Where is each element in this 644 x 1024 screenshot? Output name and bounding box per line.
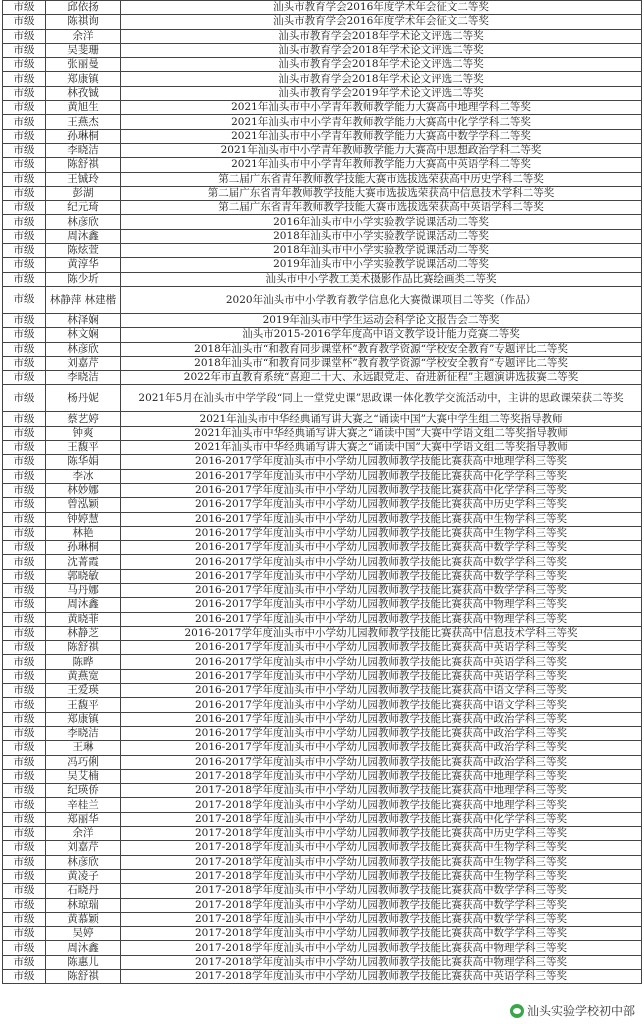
row-name-cell: 周沐鑫	[46, 229, 121, 243]
row-award-cell: 汕头市教育学会2018年学术论文评选二等奖	[121, 72, 642, 86]
row-level-cell: 市级	[3, 927, 46, 941]
table-row	[3, 215, 642, 229]
table-row	[3, 526, 642, 540]
row-level-cell: 市级	[3, 258, 46, 272]
row-level-cell: 市级	[3, 598, 46, 612]
row-level-cell: 市级	[3, 483, 46, 497]
row-level-cell: 市级	[3, 626, 46, 640]
awards-table	[2, 0, 642, 984]
row-name-cell: 林孜铖	[46, 86, 121, 100]
table-row	[3, 869, 642, 883]
row-award-cell: 第二届广东省青年教师教学技能大赛市选拔选荣获高中历史学科二等奖	[121, 172, 642, 186]
row-award-cell: 汕头市教育学会2018年学术论文评选二等奖	[121, 58, 642, 72]
row-name-cell: 陈华娟	[46, 455, 121, 469]
row-level-cell: 市级	[3, 158, 46, 172]
row-award-cell: 2021年汕头市中华经典诵写讲大赛之“诵读中国”大赛中学语文组二等奖指导教师	[121, 441, 642, 455]
table-row	[3, 641, 642, 655]
table-row	[3, 555, 642, 569]
table-row	[3, 469, 642, 483]
row-name-cell: 孙琳桐	[46, 129, 121, 143]
row-award-cell: 汕头市2015-2016学年度高中语文教学设计能力竞赛二等奖	[121, 328, 642, 342]
row-name-cell: 林静萍 林建楷	[46, 286, 121, 313]
row-award-cell: 2016-2017学年度汕头市中小学幼儿园教师教学技能比赛获高中政治学科三等奖	[121, 755, 642, 769]
row-level-cell: 市级	[3, 784, 46, 798]
row-award-cell: 2016-2017学年度汕头市中小学幼儿园教师教学技能比赛获高中地理学科三等奖	[121, 455, 642, 469]
row-name-cell: 纪瑛侨	[46, 784, 121, 798]
row-name-cell: 邱依扬	[46, 1, 121, 15]
row-award-cell: 2016-2017学年度汕头市中小学幼儿园教师教学技能比赛获高中生物学科三等奖	[121, 512, 642, 526]
table-row	[3, 970, 642, 984]
row-name-cell: 王铖玲	[46, 172, 121, 186]
row-name-cell: 黄燕宽	[46, 669, 121, 683]
row-award-cell: 2021年汕头市中小学青年教师教学能力大赛高中英语学科二等奖	[121, 158, 642, 172]
row-award-cell: 2016-2017学年度汕头市中小学幼儿园教师教学技能比赛获高中化学学科三等奖	[121, 483, 642, 497]
row-level-cell: 市级	[3, 1, 46, 15]
row-level-cell: 市级	[3, 356, 46, 370]
row-level-cell: 市级	[3, 569, 46, 583]
table-row	[3, 158, 642, 172]
row-name-cell: 钟爽	[46, 426, 121, 440]
table-row	[3, 841, 642, 855]
table-row	[3, 371, 642, 385]
table-row	[3, 927, 642, 941]
row-level-cell: 市级	[3, 827, 46, 841]
row-name-cell: 陈惠儿	[46, 955, 121, 969]
row-level-cell: 市级	[3, 229, 46, 243]
row-level-cell: 市级	[3, 741, 46, 755]
row-award-cell: 2021年汕头市中小学青年教师教学能力大赛高中地理学科二等奖	[121, 101, 642, 115]
row-level-cell: 市级	[3, 412, 46, 426]
table-row	[3, 1, 642, 15]
row-level-cell: 市级	[3, 912, 46, 926]
row-award-cell: 2017-2018学年度汕头市中小学幼儿园教师教学技能比赛获高中地理学科三等奖	[121, 769, 642, 783]
watermark-text: 汕头实验学校初中部	[526, 1004, 635, 1018]
row-level-cell: 市级	[3, 755, 46, 769]
row-award-cell: 2017-2018学年度汕头市中小学幼儿园教师教学技能比赛获高中英语学科三等奖	[121, 970, 642, 984]
row-award-cell: 2017-2018学年度汕头市中小学幼儿园教师教学技能比赛获高中生物学科三等奖	[121, 841, 642, 855]
table-row	[3, 101, 642, 115]
table-row	[3, 655, 642, 669]
table-row	[3, 43, 642, 57]
row-level-cell: 市级	[3, 769, 46, 783]
row-level-cell: 市级	[3, 86, 46, 100]
row-award-cell: 2017-2018学年度汕头市中小学幼儿园教师教学技能比赛获高中物理学科三等奖	[121, 941, 642, 955]
row-award-cell: 2016年汕头市中小学实验教学说课活动二等奖	[121, 215, 642, 229]
row-level-cell: 市级	[3, 726, 46, 740]
row-award-cell: 2016-2017学年度汕头市中小学幼儿园教师教学技能比赛获高中生物学科三等奖	[121, 526, 642, 540]
row-name-cell: 吴婷	[46, 927, 121, 941]
table-row	[3, 955, 642, 969]
row-level-cell: 市级	[3, 583, 46, 597]
table-row	[3, 541, 642, 555]
row-level-cell: 市级	[3, 426, 46, 440]
row-name-cell: 冯巧俐	[46, 755, 121, 769]
table-row	[3, 769, 642, 783]
row-award-cell: 2017-2018学年度汕头市中小学幼儿园教师教学技能比赛获高中化学学科三等奖	[121, 812, 642, 826]
table-row	[3, 812, 642, 826]
row-level-cell: 市级	[3, 101, 46, 115]
row-level-cell: 市级	[3, 143, 46, 157]
row-name-cell: 钟婷慧	[46, 512, 121, 526]
row-award-cell: 汕头市教育学会2018年学术论文评选二等奖	[121, 29, 642, 43]
row-name-cell: 陈少圻	[46, 272, 121, 286]
row-name-cell: 林彦欣	[46, 342, 121, 356]
table-row	[3, 129, 642, 143]
row-level-cell: 市级	[3, 941, 46, 955]
row-level-cell: 市级	[3, 186, 46, 200]
row-level-cell: 市级	[3, 812, 46, 826]
row-level-cell: 市级	[3, 43, 46, 57]
row-name-cell: 刘嘉芹	[46, 356, 121, 370]
row-name-cell: 王馥平	[46, 441, 121, 455]
row-name-cell: 吴斐珊	[46, 43, 121, 57]
row-level-cell: 市级	[3, 498, 46, 512]
table-row	[3, 441, 642, 455]
row-award-cell: 2020年汕头市中小学教育教学信息化大赛微课项目二等奖（作品）	[121, 286, 642, 313]
row-level-cell: 市级	[3, 669, 46, 683]
row-award-cell: 2017-2018学年度汕头市中小学幼儿园教师教学技能比赛获高中历史学科三等奖	[121, 827, 642, 841]
row-award-cell: 2016-2017学年度汕头市中小学幼儿园教师教学技能比赛获高中数学学科三等奖	[121, 541, 642, 555]
row-award-cell: 2021年汕头市中小学青年教师教学能力大赛高中化学学科二等奖	[121, 115, 642, 129]
row-name-cell: 陈晔	[46, 655, 121, 669]
row-level-cell: 市级	[3, 29, 46, 43]
table-row	[3, 412, 642, 426]
row-name-cell: 吴艾楠	[46, 769, 121, 783]
table-row	[3, 912, 642, 926]
row-award-cell: 2017-2018学年度汕头市中小学幼儿园教师教学技能比赛获高中数学学科三等奖	[121, 898, 642, 912]
watermark	[507, 1001, 638, 1020]
table-row	[3, 612, 642, 626]
row-name-cell: 李晓洁	[46, 726, 121, 740]
table-row	[3, 385, 642, 412]
row-award-cell: 2016-2017学年度汕头市中小学幼儿园教师教学技能比赛获高中英语学科三等奖	[121, 669, 642, 683]
row-name-cell: 王馥平	[46, 698, 121, 712]
row-award-cell: 2016-2017学年度汕头市中小学幼儿园教师教学技能比赛获高中语文学科三等奖	[121, 684, 642, 698]
table-row	[3, 455, 642, 469]
row-award-cell: 2017-2018学年度汕头市中小学幼儿园教师教学技能比赛获高中数学学科三等奖	[121, 912, 642, 926]
row-name-cell: 郑丽华	[46, 812, 121, 826]
row-level-cell: 市级	[3, 898, 46, 912]
row-award-cell: 汕头市教育学会2016年度学术年会征文二等奖	[121, 1, 642, 15]
row-name-cell: 李晓洁	[46, 143, 121, 157]
row-level-cell: 市级	[3, 712, 46, 726]
row-award-cell: 2021年汕头市中小学青年教师教学能力大赛高中思想政治学科二等奖	[121, 143, 642, 157]
table-row	[3, 286, 642, 313]
row-level-cell: 市级	[3, 172, 46, 186]
table-row	[3, 598, 642, 612]
row-name-cell: 彭湖	[46, 186, 121, 200]
row-level-cell: 市级	[3, 115, 46, 129]
row-level-cell: 市级	[3, 313, 46, 327]
row-name-cell: 林泽娴	[46, 313, 121, 327]
row-award-cell: 2018年汕头市“和教育同步课堂杯”教育教学资源“学校安全教育”专题评比二等奖	[121, 356, 642, 370]
row-name-cell: 陈舒祺	[46, 970, 121, 984]
row-name-cell: 黄慕颖	[46, 912, 121, 926]
row-level-cell: 市级	[3, 641, 46, 655]
row-level-cell: 市级	[3, 869, 46, 883]
row-award-cell: 2019年汕头市中学生运动会科学论文报告会二等奖	[121, 313, 642, 327]
row-level-cell: 市级	[3, 286, 46, 313]
table-row	[3, 941, 642, 955]
row-level-cell: 市级	[3, 129, 46, 143]
table-row	[3, 827, 642, 841]
table-row	[3, 483, 642, 497]
row-award-cell: 2021年汕头市中华经典诵写讲大赛之“诵读中国”大赛中学语文组二等奖指导教师	[121, 426, 642, 440]
row-award-cell: 汕头市教育学会2018年学术论文评选二等奖	[121, 43, 642, 57]
row-name-cell: 黄晓菲	[46, 612, 121, 626]
row-award-cell: 2022年市直教育系统“喜迎二十大、永远跟党走、奋进新征程”主题演讲选拔赛二等奖	[121, 371, 642, 385]
row-award-cell: 2016-2017学年度汕头市中小学幼儿园教师教学技能比赛获高中数学学科三等奖	[121, 569, 642, 583]
row-name-cell: 林艳	[46, 526, 121, 540]
row-level-cell: 市级	[3, 798, 46, 812]
row-name-cell: 黄淳华	[46, 258, 121, 272]
row-level-cell: 市级	[3, 469, 46, 483]
row-name-cell: 辛桂兰	[46, 798, 121, 812]
table-row	[3, 626, 642, 640]
row-level-cell: 市级	[3, 526, 46, 540]
row-name-cell: 林静芝	[46, 626, 121, 640]
row-level-cell: 市级	[3, 272, 46, 286]
row-level-cell: 市级	[3, 884, 46, 898]
wechat-icon	[510, 1004, 524, 1018]
row-level-cell: 市级	[3, 58, 46, 72]
table-row	[3, 755, 642, 769]
table-row	[3, 313, 642, 327]
row-award-cell: 汕头市教育学会2016年度学术年会征文二等奖	[121, 15, 642, 29]
row-award-cell: 2016-2017学年度汕头市中小学幼儿园教师教学技能比赛获高中语文学科三等奖	[121, 698, 642, 712]
row-level-cell: 市级	[3, 371, 46, 385]
row-level-cell: 市级	[3, 612, 46, 626]
row-award-cell: 2021年汕头市中小学青年教师教学能力大赛高中数学学科二等奖	[121, 129, 642, 143]
row-level-cell: 市级	[3, 541, 46, 555]
row-level-cell: 市级	[3, 970, 46, 984]
table-row	[3, 244, 642, 258]
row-name-cell: 余洋	[46, 827, 121, 841]
row-level-cell: 市级	[3, 455, 46, 469]
row-award-cell: 2016-2017学年度汕头市中小学幼儿园教师教学技能比赛获高中英语学科三等奖	[121, 641, 642, 655]
row-name-cell: 陈祺询	[46, 15, 121, 29]
row-award-cell: 2016-2017学年度汕头市中小学幼儿园教师教学技能比赛获高中物理学科三等奖	[121, 598, 642, 612]
row-name-cell: 余洋	[46, 29, 121, 43]
row-name-cell: 周沐鑫	[46, 598, 121, 612]
row-name-cell: 陈炫萱	[46, 244, 121, 258]
row-award-cell: 2021年5月在汕头市中学学段“同上一堂党史课”思政课一体化教学交流活动中，主讲的思政课荣获二等奖	[121, 385, 642, 412]
row-name-cell: 张丽曼	[46, 58, 121, 72]
table-row	[3, 229, 642, 243]
table-row	[3, 512, 642, 526]
row-level-cell: 市级	[3, 244, 46, 258]
row-award-cell: 2017-2018学年度汕头市中小学幼儿园教师教学技能比赛获高中数学学科三等奖	[121, 927, 642, 941]
table-row	[3, 342, 642, 356]
row-name-cell: 黄旭生	[46, 101, 121, 115]
row-name-cell: 郑康镇	[46, 72, 121, 86]
row-level-cell: 市级	[3, 15, 46, 29]
row-name-cell: 黄凌子	[46, 869, 121, 883]
table-row	[3, 258, 642, 272]
row-name-cell: 郑康镇	[46, 712, 121, 726]
table-row	[3, 884, 642, 898]
row-name-cell: 李冰	[46, 469, 121, 483]
table-row	[3, 669, 642, 683]
table-row	[3, 684, 642, 698]
row-award-cell: 2017-2018学年度汕头市中小学幼儿园教师教学技能比赛获高中地理学科三等奖	[121, 784, 642, 798]
row-level-cell: 市级	[3, 684, 46, 698]
table-row	[3, 855, 642, 869]
row-name-cell: 杨丹妮	[46, 385, 121, 412]
table-row	[3, 898, 642, 912]
row-name-cell: 林文娴	[46, 328, 121, 342]
table-row	[3, 498, 642, 512]
row-award-cell: 第二届广东省青年教师教学技能大赛市选拔选荣获高中英语学科二等奖	[121, 201, 642, 215]
table-row	[3, 58, 642, 72]
row-name-cell: 曾泓颖	[46, 498, 121, 512]
row-name-cell: 蔡艺婷	[46, 412, 121, 426]
row-name-cell: 陈舒祺	[46, 641, 121, 655]
row-level-cell: 市级	[3, 385, 46, 412]
row-award-cell: 2016-2017学年度汕头市中小学幼儿园教师教学技能比赛获高中信息技术学科三等奖	[121, 626, 642, 640]
table-row	[3, 741, 642, 755]
row-award-cell: 2016-2017学年度汕头市中小学幼儿园教师教学技能比赛获高中历史学科三等奖	[121, 498, 642, 512]
row-name-cell: 沈菁霞	[46, 555, 121, 569]
row-award-cell: 2018年汕头市中小学实验教学说课活动二等奖	[121, 244, 642, 258]
row-name-cell: 郭晓敏	[46, 569, 121, 583]
row-name-cell: 林琼瑞	[46, 898, 121, 912]
row-award-cell: 2021年汕头市中华经典诵写讲大赛之“诵读中国”大赛中学生组二等奖指导教师	[121, 412, 642, 426]
row-level-cell: 市级	[3, 512, 46, 526]
table-row	[3, 698, 642, 712]
table-row	[3, 328, 642, 342]
row-award-cell: 2016-2017学年度汕头市中小学幼儿园教师教学技能比赛获高中物理学科三等奖	[121, 612, 642, 626]
row-level-cell: 市级	[3, 955, 46, 969]
table-row	[3, 143, 642, 157]
row-name-cell: 林彦欣	[46, 855, 121, 869]
row-name-cell: 孙琳桐	[46, 541, 121, 555]
row-award-cell: 2016-2017学年度汕头市中小学幼儿园教师教学技能比赛获高中政治学科三等奖	[121, 741, 642, 755]
row-award-cell: 2016-2017学年度汕头市中小学幼儿园教师教学技能比赛获高中化学学科三等奖	[121, 469, 642, 483]
row-level-cell: 市级	[3, 698, 46, 712]
row-award-cell: 2017-2018学年度汕头市中小学幼儿园教师教学技能比赛获高中数学学科三等奖	[121, 884, 642, 898]
row-name-cell: 林彦欣	[46, 215, 121, 229]
table-row	[3, 356, 642, 370]
row-name-cell: 王燕杰	[46, 115, 121, 129]
table-row	[3, 712, 642, 726]
row-name-cell: 纪元琦	[46, 201, 121, 215]
row-award-cell: 2016-2017学年度汕头市中小学幼儿园教师教学技能比赛获高中数学学科三等奖	[121, 555, 642, 569]
table-row	[3, 72, 642, 86]
row-award-cell: 2017-2018学年度汕头市中小学幼儿园教师教学技能比赛获高中生物学科三等奖	[121, 855, 642, 869]
row-name-cell: 马丹娜	[46, 583, 121, 597]
row-award-cell: 2017-2018学年度汕头市中小学幼儿园教师教学技能比赛获高中物理学科三等奖	[121, 955, 642, 969]
row-award-cell: 2016-2017学年度汕头市中小学幼儿园教师教学技能比赛获高中数学学科三等奖	[121, 583, 642, 597]
row-name-cell: 王琳	[46, 741, 121, 755]
row-award-cell: 2016-2017学年度汕头市中小学幼儿园教师教学技能比赛获高中政治学科三等奖	[121, 726, 642, 740]
table-row	[3, 15, 642, 29]
table-row	[3, 272, 642, 286]
row-award-cell: 2016-2017学年度汕头市中小学幼儿园教师教学技能比赛获高中政治学科三等奖	[121, 712, 642, 726]
row-level-cell: 市级	[3, 841, 46, 855]
table-row	[3, 186, 642, 200]
row-level-cell: 市级	[3, 342, 46, 356]
row-name-cell: 林妙娜	[46, 483, 121, 497]
row-level-cell: 市级	[3, 215, 46, 229]
row-name-cell: 陈舒祺	[46, 158, 121, 172]
row-name-cell: 石晓丹	[46, 884, 121, 898]
row-award-cell: 2019年汕头市中小学实验教学说课活动二等奖	[121, 258, 642, 272]
table-row	[3, 115, 642, 129]
table-row	[3, 784, 642, 798]
awards-table-body	[3, 1, 642, 984]
row-award-cell: 2018年汕头市“和教育同步课堂杯”教育教学资源“学校安全教育”专题评比二等奖	[121, 342, 642, 356]
row-level-cell: 市级	[3, 655, 46, 669]
table-row	[3, 583, 642, 597]
row-award-cell: 第二届广东省青年教师教学技能大赛市选拔选荣获高中信息技术学科二等奖	[121, 186, 642, 200]
row-award-cell: 2017-2018学年度汕头市中小学幼儿园教师教学技能比赛获高中地理学科三等奖	[121, 798, 642, 812]
table-row	[3, 201, 642, 215]
row-level-cell: 市级	[3, 201, 46, 215]
row-award-cell: 汕头市中小学教工美术摄影作品比赛绘画类二等奖	[121, 272, 642, 286]
table-row	[3, 172, 642, 186]
row-award-cell: 2016-2017学年度汕头市中小学幼儿园教师教学技能比赛获高中英语学科三等奖	[121, 655, 642, 669]
row-level-cell: 市级	[3, 441, 46, 455]
table-row	[3, 569, 642, 583]
row-name-cell: 王爱瑛	[46, 684, 121, 698]
row-award-cell: 2018年汕头市中小学实验教学说课活动二等奖	[121, 229, 642, 243]
table-row	[3, 29, 642, 43]
row-name-cell: 李晓洁	[46, 371, 121, 385]
row-award-cell: 2017-2018学年度汕头市中小学幼儿园教师教学技能比赛获高中生物学科三等奖	[121, 869, 642, 883]
row-name-cell: 周沐鑫	[46, 941, 121, 955]
row-level-cell: 市级	[3, 72, 46, 86]
table-row	[3, 86, 642, 100]
row-name-cell: 刘嘉芹	[46, 841, 121, 855]
row-level-cell: 市级	[3, 855, 46, 869]
row-level-cell: 市级	[3, 555, 46, 569]
table-row	[3, 426, 642, 440]
row-level-cell: 市级	[3, 328, 46, 342]
table-row	[3, 798, 642, 812]
table-row	[3, 726, 642, 740]
row-award-cell: 汕头市教育学会2019年学术论文评选二等奖	[121, 86, 642, 100]
